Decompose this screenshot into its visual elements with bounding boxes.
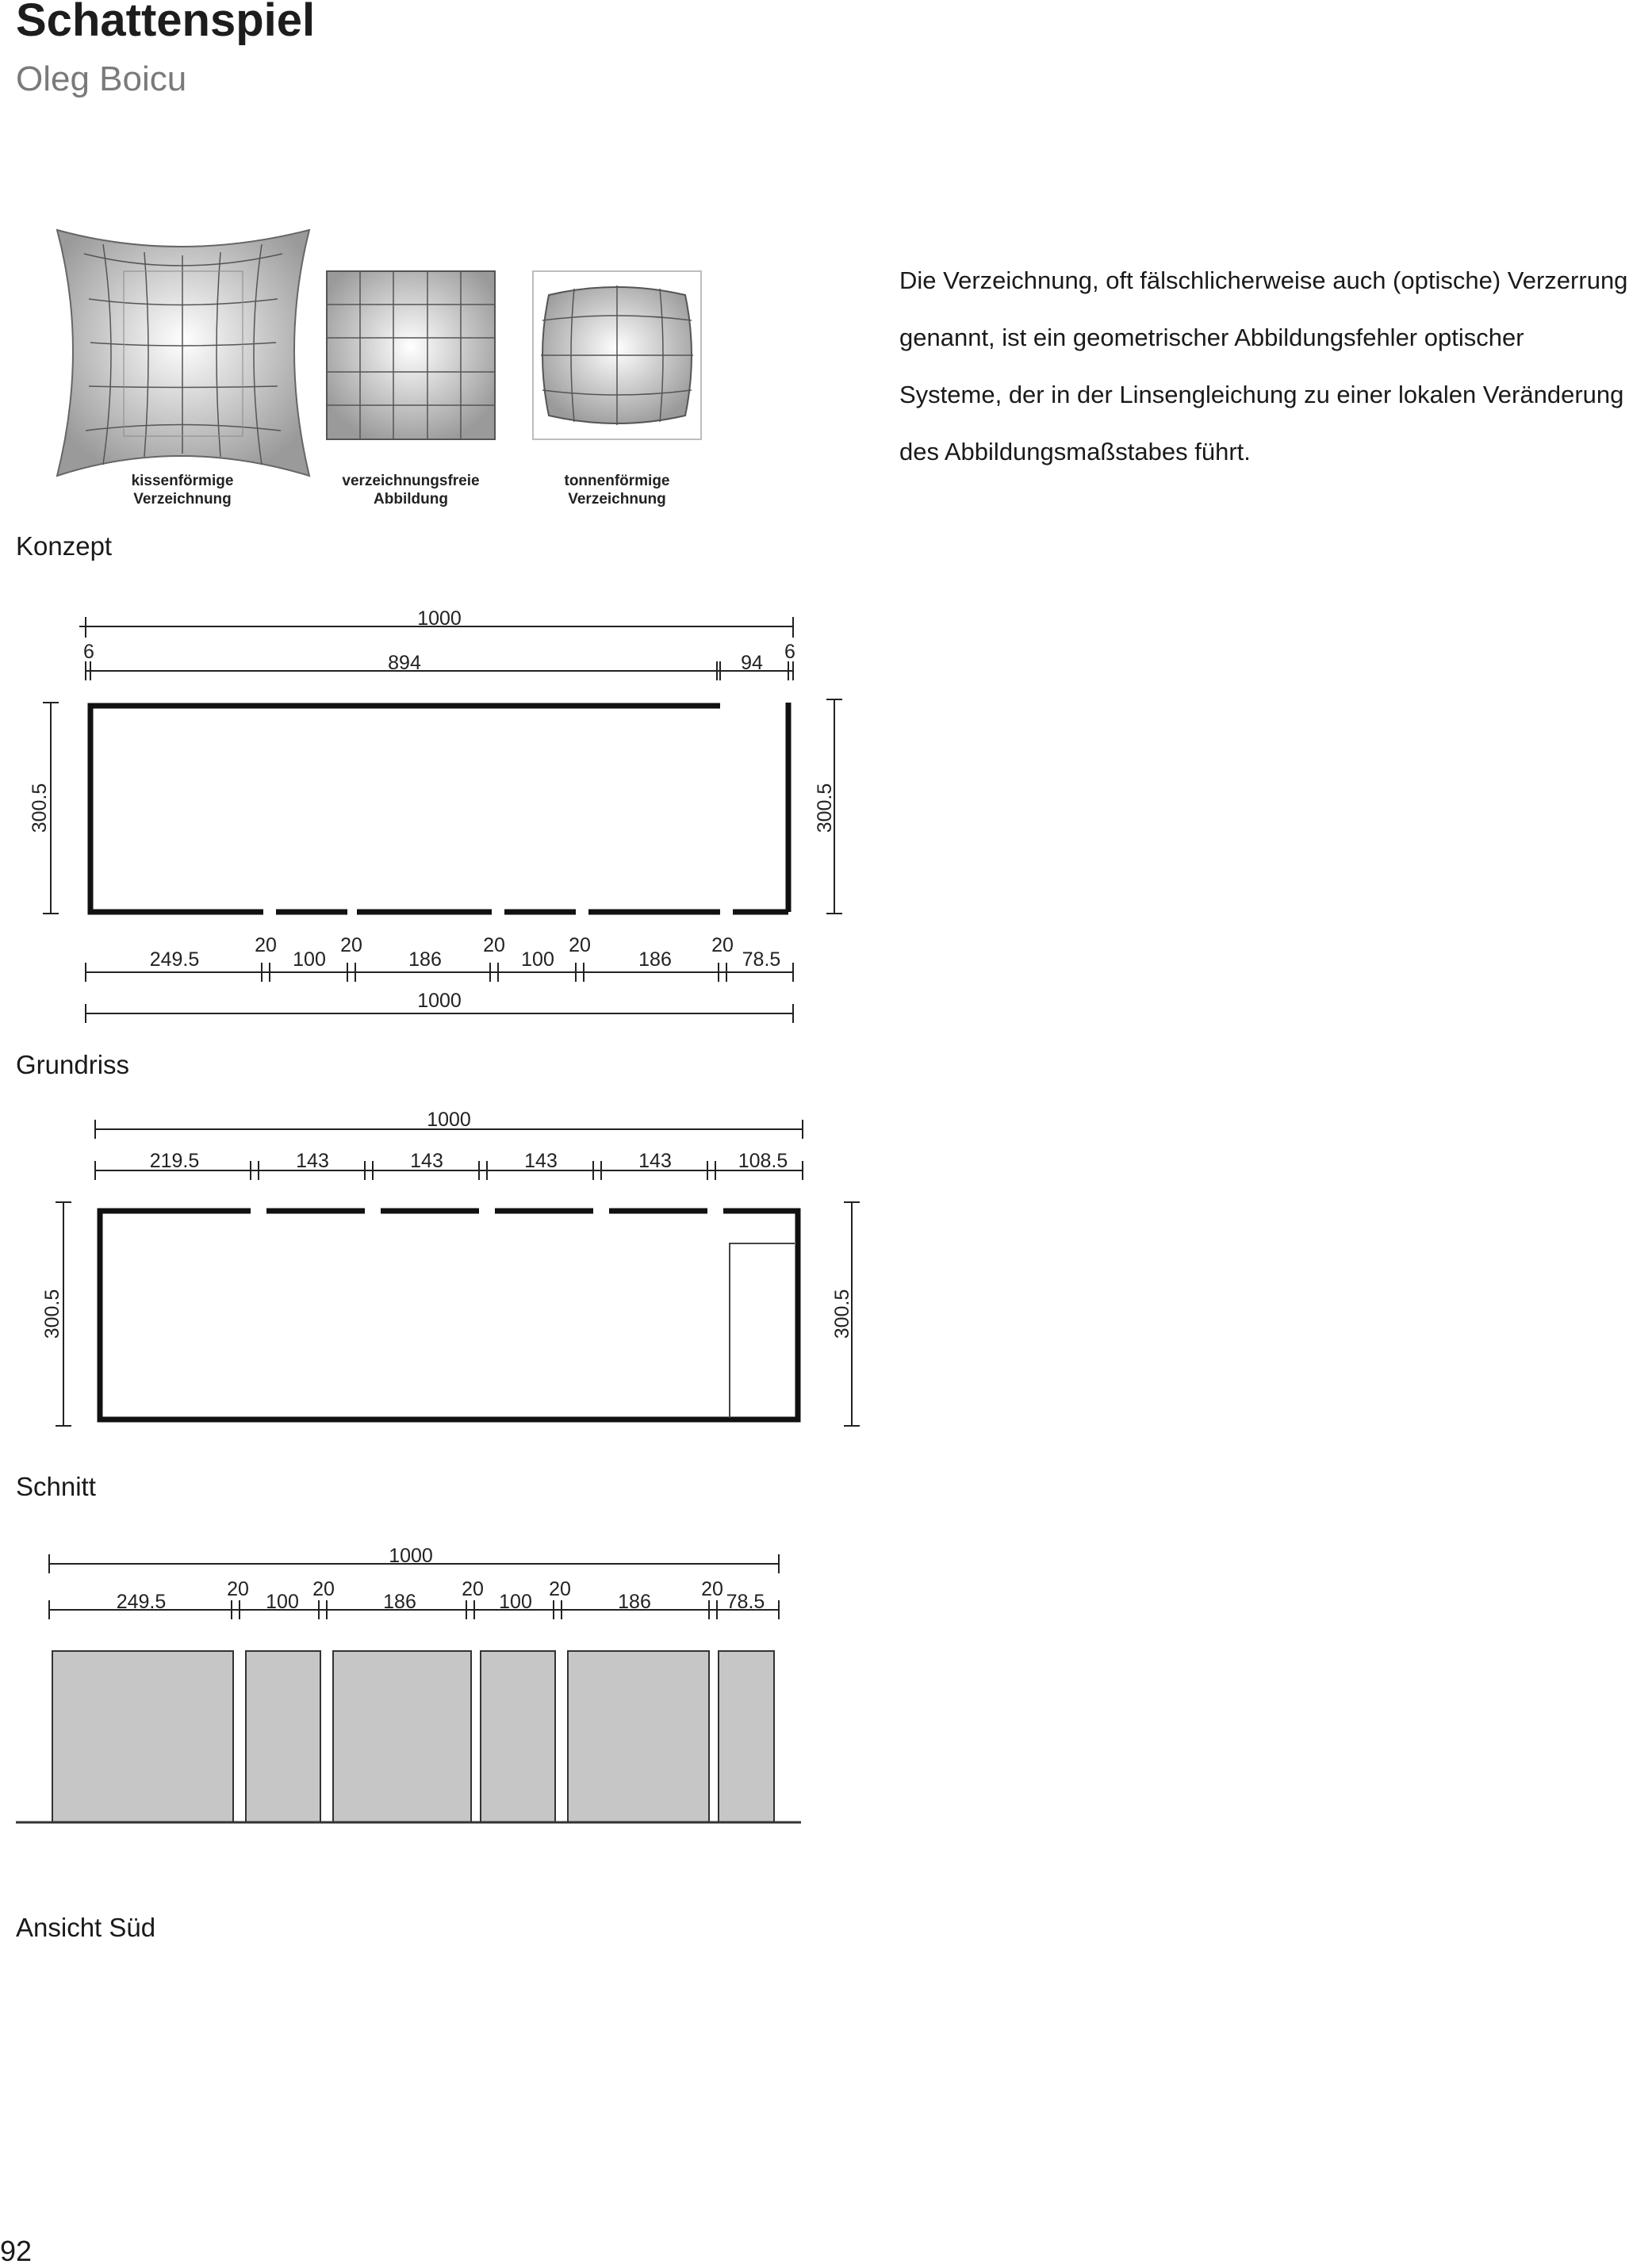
- konzept-bottom-seg-4: 186: [408, 948, 442, 971]
- konzept-height-right: 300.5: [814, 783, 836, 833]
- schnitt-seg-1: 20: [227, 1578, 249, 1600]
- pincushion-label-line2: Verzeichnung: [133, 491, 232, 508]
- caption-ansicht-sued: Ansicht Süd: [16, 1913, 156, 1942]
- konzept-bottom-seg-2: 100: [293, 948, 326, 971]
- konzept-top-total: 1000: [417, 607, 462, 630]
- konzept-bottom-seg-3: 20: [340, 934, 362, 956]
- konzept-bottom-seg-9: 20: [711, 934, 734, 956]
- konzept-bottom-seg-5: 20: [483, 934, 505, 956]
- grundriss-seg-4: 143: [638, 1150, 672, 1172]
- undistorted-label-line2: Abbildung: [374, 491, 448, 508]
- grundriss-seg-3: 143: [524, 1150, 558, 1172]
- schnitt-seg-3: 20: [312, 1578, 335, 1600]
- undistorted-label-line1: verzeichnungsfreie: [342, 473, 480, 489]
- konzept-bottom-seg-10: 78.5: [742, 948, 781, 971]
- schnitt-seg-2: 100: [266, 1591, 299, 1613]
- schnitt-seg-5: 20: [462, 1578, 484, 1600]
- barrel-label-line2: Verzeichnung: [568, 491, 666, 508]
- grundriss-seg-5: 108.5: [738, 1150, 788, 1172]
- konzept-top-right: 94: [741, 652, 763, 674]
- konzept-top-right-gap: 6: [784, 641, 795, 663]
- konzept-top-left-gap: 6: [83, 641, 94, 663]
- pincushion-label-line1: kissenförmige: [131, 473, 234, 489]
- schnitt-total: 1000: [389, 1545, 433, 1567]
- grundriss-total: 1000: [427, 1109, 471, 1131]
- schnitt-seg-7: 20: [549, 1578, 571, 1600]
- grundriss-seg-2: 143: [410, 1150, 443, 1172]
- undistorted-grid-image: [327, 271, 495, 439]
- schnitt-seg-10: 78.5: [726, 1591, 765, 1613]
- konzept-top-main: 894: [388, 652, 421, 674]
- konzept-height-left: 300.5: [29, 783, 51, 833]
- grundriss-seg-0: 219.5: [149, 1150, 200, 1172]
- schnitt-seg-9: 20: [701, 1578, 723, 1600]
- distortion-illustration: [48, 222, 730, 515]
- grundriss-height-left: 300.5: [41, 1289, 63, 1339]
- author-name: Oleg Boicu: [16, 59, 187, 98]
- konzept-bottom-seg-1: 20: [255, 934, 277, 956]
- caption-grundriss: Grundriss: [16, 1050, 130, 1079]
- konzept-bottom-seg-0: 249.5: [149, 948, 200, 971]
- caption-konzept: Konzept: [16, 531, 113, 561]
- konzept-bottom-total: 1000: [417, 990, 462, 1012]
- caption-schnitt: Schnitt: [16, 1472, 96, 1501]
- grundriss-height-right: 300.5: [831, 1289, 853, 1339]
- konzept-bottom-seg-8: 186: [638, 948, 672, 971]
- konzept-bottom-seg-6: 100: [521, 948, 554, 971]
- page-number: 92: [0, 2235, 33, 2267]
- barrel-label-line1: tonnenförmige: [564, 473, 670, 489]
- schnitt-seg-8: 186: [618, 1591, 651, 1613]
- schnitt-seg-0: 249.5: [116, 1591, 167, 1613]
- schnitt-drawing: [8, 1538, 817, 1879]
- pincushion-grid-image: [57, 230, 309, 476]
- konzept-bottom-seg-7: 20: [569, 934, 591, 956]
- barrel-grid-image: [533, 271, 701, 439]
- page-title: Schattenspiel: [16, 0, 316, 46]
- grundriss-drawing: [32, 1102, 872, 1451]
- schnitt-seg-6: 100: [499, 1591, 532, 1613]
- description-text: Die Verzeichnung, oft fälschlicherweise auch (optische) Verzerrung genannt, ist ein geometrischer Abbildungsfehler optischer Systeme, der in der Linsengleichung zu einer lokalen Veränderung des Abbildungsmaßstabes führt.: [899, 266, 1628, 465]
- konzept-drawing: [29, 603, 872, 1031]
- grundriss-seg-1: 143: [296, 1150, 329, 1172]
- schnitt-seg-4: 186: [383, 1591, 416, 1613]
